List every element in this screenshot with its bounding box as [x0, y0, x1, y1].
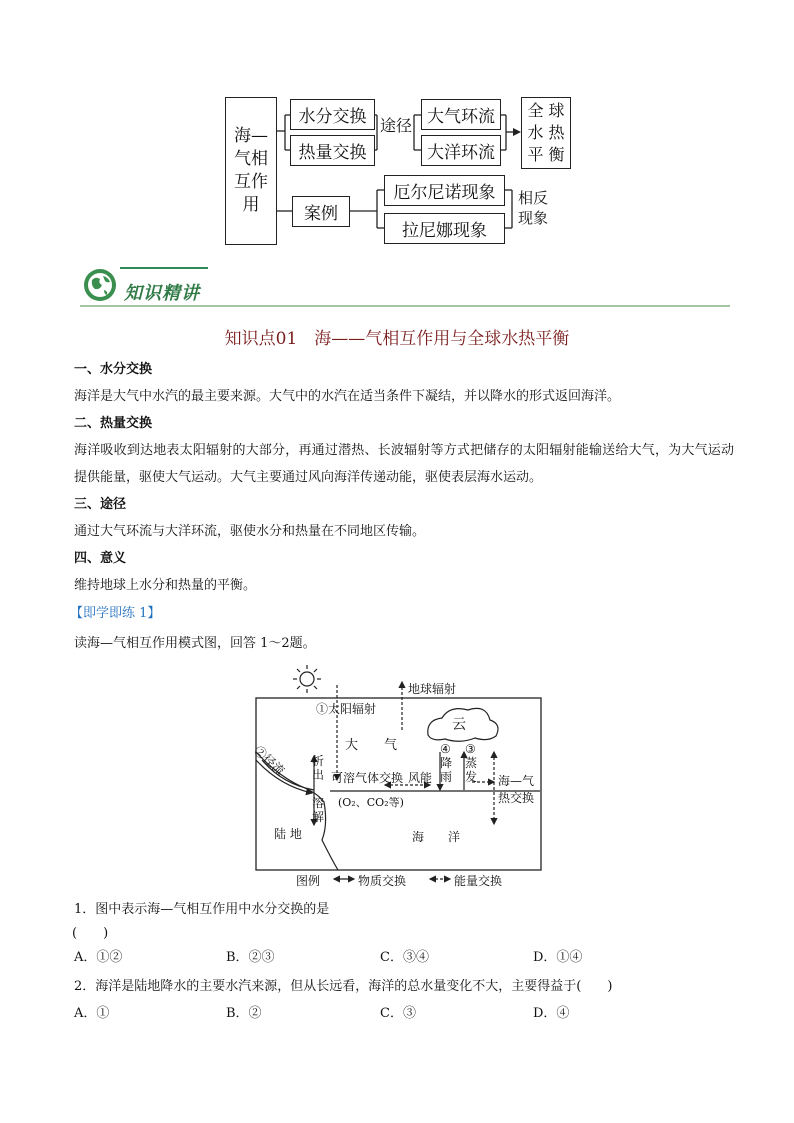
- diagram-heat-exchange-label: [498, 773, 534, 807]
- diagram-rain-number: ④: [440, 742, 451, 756]
- legend-material-label: 物质交换: [358, 874, 407, 888]
- diagram-dissolve-char: 解: [312, 810, 325, 824]
- concept-lanina: 拉尼娜现象: [384, 213, 505, 244]
- section-heading: 一、水分交换: [74, 362, 153, 377]
- option-a: A．①②: [74, 950, 123, 965]
- option-c: C．③: [380, 1006, 416, 1021]
- sun-icon: [293, 665, 321, 693]
- concept-via: 途径: [380, 116, 413, 135]
- diagram-rain-char: 雨: [440, 770, 453, 784]
- banner-title: 知识精讲: [124, 283, 200, 304]
- diagram-evap-number: ③: [465, 742, 476, 756]
- concept-opposite-line: 现象: [518, 209, 549, 227]
- option-d: D．④: [533, 1006, 570, 1021]
- diagram-runoff-label: ②径流: [251, 743, 288, 778]
- diagram-cloud-label: 云: [452, 717, 466, 733]
- section-body: [74, 356, 734, 599]
- option-a: A．①: [74, 1006, 110, 1021]
- diagram-evaporation: [465, 742, 477, 784]
- concept-case: 案例: [292, 196, 350, 227]
- diagram-gases-label: (O₂、CO₂等): [338, 796, 404, 809]
- concept-atm-circulation: 大气环流: [421, 99, 501, 130]
- legend-title: 图例: [296, 874, 321, 888]
- section-paragraph: 海洋吸收到达地表太阳辐射的大部分，再通过潜热、长波辐射等方式把储存的太阳辐射能输送给大气，为大气运动提供能量，驱使大气运动。大气主要通过风向海洋传递动能，驱使表层海水运动。: [74, 443, 734, 485]
- diagram-precipitate-out: [312, 754, 324, 782]
- diagram-dissolve: [312, 796, 324, 824]
- practice-intro: 读海—气相互作用模式图，回答 1～2题。: [74, 636, 316, 651]
- concept-ocean-circulation: 大洋环流: [421, 135, 501, 166]
- option-b: B．②③: [226, 950, 275, 965]
- option-c: C．③④: [380, 950, 429, 965]
- section-paragraph: 海洋是大气中水汽的最主要来源。大气中的水汽在适当条件下凝结，并以降水的形式返回海洋。: [74, 389, 621, 404]
- diagram-evap-char: 发: [465, 770, 478, 784]
- diagram-evap-char: 蒸: [465, 756, 478, 770]
- concept-root-line: 气相: [234, 149, 268, 169]
- concept-heat-exchange: 热量交换: [290, 135, 375, 166]
- diagram-ocean-label: 海 洋: [412, 830, 461, 844]
- concept-root-line: 互作: [234, 172, 268, 192]
- globe-icon: [84, 269, 116, 301]
- diagram-gas-exchange-label: 可溶气体交换: [331, 771, 404, 785]
- section-title: 知识点01 海——气相互作用与全球水热平衡: [224, 329, 570, 349]
- concept-result-line: 平 衡: [527, 145, 565, 164]
- question-stem: 2．海洋是陆地降水的主要水汽来源，但从长远看，海洋的总水量变化不大，主要得益于( ): [74, 979, 613, 994]
- answer-paren: ( ): [72, 926, 109, 941]
- diagram-dissolve-char: 溶: [312, 796, 325, 810]
- section-paragraph: 通过大气环流与大洋环流，驱使水分和热量在不同地区传输。: [74, 524, 426, 539]
- concept-root-line: 海—: [234, 126, 268, 146]
- concept-root: [225, 97, 277, 245]
- legend-energy-label: 能量交换: [454, 874, 503, 888]
- concept-elnino: 厄尔尼诺现象: [384, 175, 505, 206]
- diagram-land-label: 陆 地: [274, 827, 302, 841]
- practice-tag: 【即学即练 1】: [70, 606, 161, 621]
- diagram-heat-exchange-line: 海—气: [498, 774, 535, 788]
- diagram-earth-radiation-label: 地球辐射: [408, 682, 457, 696]
- section-heading: 四、意义: [74, 551, 127, 566]
- diagram-precipitate-char: 析: [312, 754, 325, 768]
- diagram-heat-exchange-line: 热交换: [498, 791, 535, 805]
- diagram-solar-label: ①太阳辐射: [316, 702, 377, 716]
- option-d: D．①④: [533, 950, 583, 965]
- section-heading: 三、途径: [74, 497, 127, 512]
- diagram-rain: [440, 742, 452, 784]
- diagram-atmosphere-label: 大 气: [345, 738, 398, 753]
- concept-result-line: 全 球: [527, 101, 565, 120]
- section-paragraph: 维持地球上水分和热量的平衡。: [74, 578, 257, 593]
- diagram-rain-char: 降: [440, 756, 453, 770]
- concept-water-exchange: 水分交换: [290, 99, 375, 130]
- concept-result: [521, 97, 571, 169]
- concept-opposite-line: 相反: [518, 189, 549, 207]
- question-stem: 1．图中表示海—气相互作用中水分交换的是: [74, 902, 330, 917]
- concept-result-line: 水 热: [527, 123, 565, 142]
- concept-root-line: 用: [242, 195, 260, 215]
- concept-opposite: [518, 188, 548, 228]
- diagram-precipitate-char: 出: [312, 768, 325, 782]
- section-heading: 二、热量交换: [74, 416, 153, 431]
- diagram-wind-label: 风能: [408, 771, 433, 785]
- option-b: B．②: [226, 1006, 262, 1021]
